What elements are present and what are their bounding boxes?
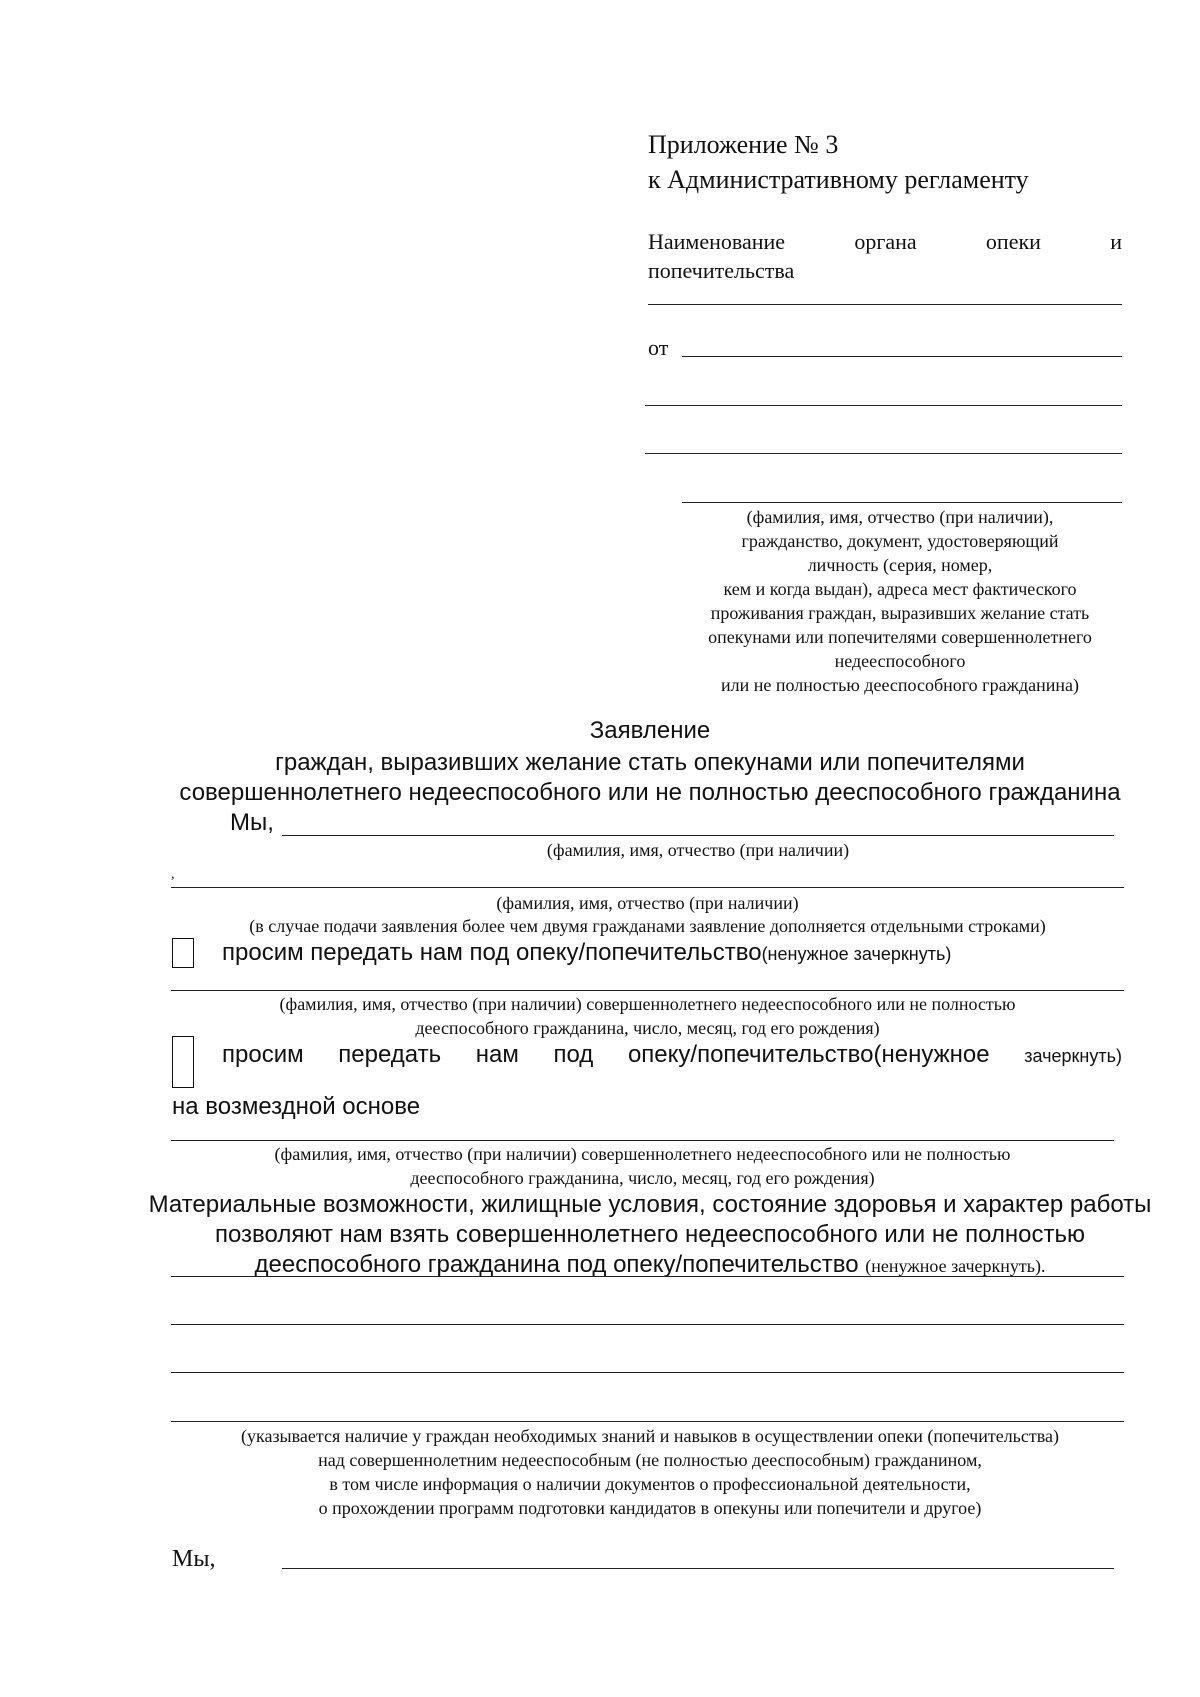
option-word: опеку/попечительство(ненужное bbox=[627, 1041, 990, 1068]
option-guardianship-note: (ненужное зачеркнуть) bbox=[761, 944, 952, 964]
caption-line: (указывается наличие у граждан необходимых знаний и навыков в осуществлении опеки (попечительства) bbox=[240, 1426, 1059, 1446]
appendix-reference: к Административному регламенту bbox=[648, 165, 1029, 194]
conditions-line-1: Материальные возможности, жилищные условия, состояние здоровья и характер работы bbox=[148, 1191, 1152, 1218]
conditions-line-2: позволяют нам взять совершеннолетнего недееспособного или не полностью bbox=[214, 1221, 1086, 1248]
caption-line: недееспособного bbox=[834, 651, 966, 671]
document-title: Заявление bbox=[589, 717, 711, 744]
caption-line: опекунами или попечителями совершеннолетнего bbox=[708, 627, 1092, 647]
caption-line: над совершеннолетним недееспособным (не полностью дееспособным) гражданином, bbox=[318, 1450, 982, 1470]
authority-word-1: Наименование bbox=[648, 229, 786, 254]
applicant-2-field[interactable] bbox=[171, 887, 1124, 888]
from-field-line-3[interactable] bbox=[645, 453, 1122, 454]
conditions-field-1[interactable] bbox=[171, 1276, 1124, 1277]
footer-we-label: Мы, bbox=[172, 1546, 216, 1572]
authority-word-3: опеки bbox=[985, 229, 1041, 254]
option-word: передать bbox=[338, 1041, 442, 1068]
ward-caption-2-line1: (фамилия, имя, отчество (при наличии) совершеннолетнего недееспособного или не полностью bbox=[274, 1144, 1011, 1164]
option-paid-guardianship-checkbox[interactable] bbox=[172, 1036, 194, 1088]
conditions-field-2[interactable] bbox=[171, 1324, 1124, 1325]
authority-word-2: органа bbox=[854, 229, 917, 254]
ward-field-1[interactable] bbox=[171, 990, 1124, 991]
option-word: под bbox=[553, 1041, 594, 1068]
ward-caption-2-line2: дееспособного гражданина, число, месяц, год его рождения) bbox=[410, 1168, 875, 1188]
option-word: нам bbox=[475, 1041, 519, 1068]
appendix-number: Приложение № 3 bbox=[648, 130, 839, 159]
caption-line: кем и когда выдан), адреса мест фактического bbox=[723, 579, 1077, 599]
authority-word-4: и bbox=[1110, 229, 1122, 254]
document-subtitle-2: совершеннолетнего недееспособного или не полностью дееспособного гражданина bbox=[179, 779, 1121, 806]
from-label: от bbox=[648, 335, 669, 360]
ward-caption-1-line2: дееспособного гражданина, число, месяц, год его рождения) bbox=[415, 1018, 880, 1038]
authority-label-line2: попечительства bbox=[648, 258, 795, 283]
option-guardianship-label: просим передать нам под опеку/попечительство bbox=[222, 939, 762, 966]
conditions-line-3-text: дееспособного гражданина под опеку/попечительство bbox=[254, 1251, 859, 1278]
extra-applicants-note: (в случае подачи заявления более чем двумя гражданами заявление дополняется отдельными строками) bbox=[249, 916, 1046, 936]
caption-line: или не полностью дееспособного гражданина) bbox=[720, 675, 1080, 695]
applicant-details-caption bbox=[660, 505, 1140, 697]
caption-line: проживания граждан, выразивших желание стать bbox=[710, 603, 1090, 623]
we-label: Мы, bbox=[230, 809, 274, 836]
option-word-note: зачеркнуть) bbox=[1024, 1046, 1122, 1066]
authority-name-field[interactable] bbox=[648, 304, 1122, 305]
applicant-1-field[interactable] bbox=[282, 835, 1114, 836]
from-field-line-2[interactable] bbox=[645, 405, 1122, 406]
caption-line: личность (серия, номер, bbox=[807, 555, 993, 575]
document-subtitle-1: граждан, выразивших желание стать опекунами или попечителями bbox=[275, 749, 1025, 776]
option-guardianship-text bbox=[222, 938, 951, 969]
from-field-line-4[interactable] bbox=[682, 502, 1122, 503]
conditions-line-3-note: (ненужное зачеркнуть). bbox=[865, 1256, 1046, 1276]
option-paid-guardianship-row bbox=[222, 1040, 1122, 1071]
option-word: просим bbox=[222, 1041, 304, 1068]
option-paid-basis: на возмездной основе bbox=[172, 1093, 421, 1120]
from-field-line-1[interactable] bbox=[682, 356, 1122, 357]
comma-mark: , bbox=[171, 867, 175, 882]
caption-line: гражданство, документ, удостоверяющий bbox=[741, 531, 1059, 551]
applicant-2-caption: (фамилия, имя, отчество (при наличии) bbox=[496, 893, 799, 913]
skills-caption bbox=[150, 1424, 1150, 1520]
applicant-1-caption: (фамилия, имя, отчество (при наличии) bbox=[546, 840, 850, 860]
footer-signature-field[interactable] bbox=[282, 1568, 1114, 1569]
caption-line: (фамилия, имя, отчество (при наличии), bbox=[746, 507, 1054, 527]
option-guardianship-checkbox[interactable] bbox=[172, 938, 194, 968]
ward-caption-1-line1: (фамилия, имя, отчество (при наличии) совершеннолетнего недееспособного или не полностью bbox=[279, 994, 1016, 1014]
ward-field-2[interactable] bbox=[171, 1140, 1114, 1141]
caption-line: в том числе информация о наличии документов о профессиональной деятельности, bbox=[329, 1474, 971, 1494]
conditions-field-3[interactable] bbox=[171, 1372, 1124, 1373]
conditions-field-4[interactable] bbox=[171, 1421, 1124, 1422]
authority-label-row bbox=[648, 228, 1122, 256]
caption-line: о прохождении программ подготовки кандидатов в опекуны или попечители и другое) bbox=[318, 1498, 982, 1518]
